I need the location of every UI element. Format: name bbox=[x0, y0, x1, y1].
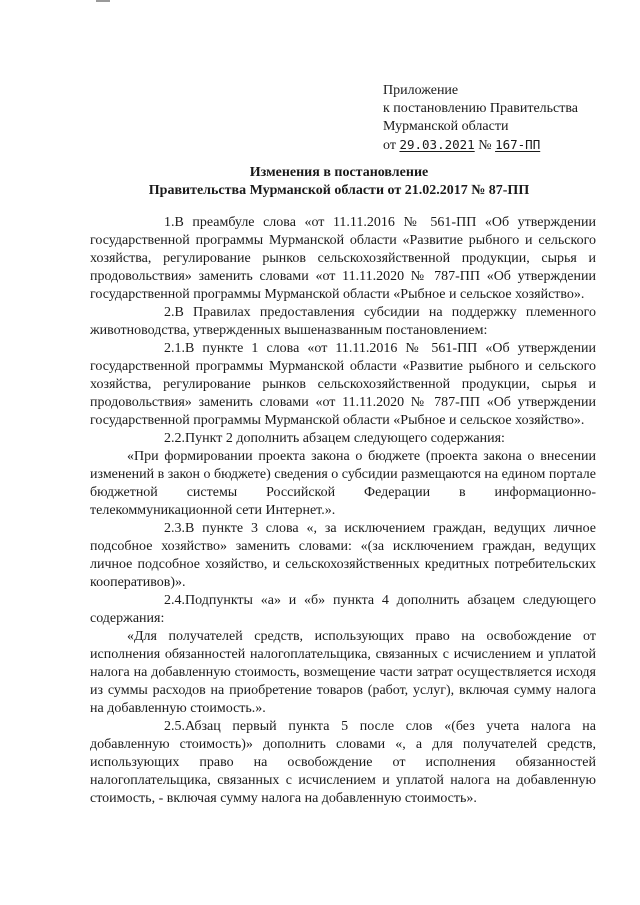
paragraph-2-2 bbox=[90, 430, 596, 448]
paragraph-text: Подпункты «а» и «б» пункта 4 дополнить абзацем следующего содержания: bbox=[90, 593, 596, 626]
document-body bbox=[90, 214, 596, 808]
number-sign: № bbox=[478, 138, 492, 153]
paragraph-number: 1. bbox=[164, 215, 175, 230]
appendix-line-2: к постановлению Правительства bbox=[383, 101, 579, 116]
paragraph-text: «При формировании проекта закона о бюджете (проекта закона о внесении изменений в закон о бюджете) сведения о субсидии размещаются на едином портале бюджетной системы Российской Федерации в информационно-телекоммуникационной сети Интернет.». bbox=[90, 449, 596, 518]
title-line-1: Изменения в постановление bbox=[249, 165, 429, 180]
document-title bbox=[90, 164, 588, 200]
paragraph-number: 2.3. bbox=[164, 521, 185, 536]
paragraph-1 bbox=[90, 214, 596, 304]
paragraph-2 bbox=[90, 304, 596, 340]
paragraph-2-5 bbox=[90, 718, 596, 808]
scan-mark bbox=[96, 0, 110, 2]
paragraph-number: 2.5. bbox=[164, 719, 185, 734]
quote-2-2 bbox=[90, 448, 596, 520]
paragraph-text: «Для получателей средств, использующих право на освобождение от исполнения обязанностей налогоплательщика, связанных с исчислением и уплатой налога на добавленную стоимость, возмещение части затрат осуществляется исходя из суммы расходов на приобретение товаров (работ, услуг), включая сумму налога на добавленную стоимость.». bbox=[90, 629, 596, 716]
paragraph-2-4 bbox=[90, 592, 596, 628]
paragraph-text: В пункте 3 слова «, за исключением граждан, ведущих личное подсобное хозяйство» заменить словами: «(за исключением граждан, ведущих личное подсобное хозяйство, и сельскохозяйственных кредитных потребительских кооперативов)». bbox=[90, 521, 596, 590]
paragraph-2-1 bbox=[90, 340, 596, 430]
paragraph-number: 2. bbox=[164, 305, 175, 320]
paragraph-text: Пункт 2 дополнить абзацем следующего содержания: bbox=[185, 431, 505, 446]
paragraph-text: В преамбуле слова «от 11.11.2016 № 561-ПП «Об утверждении государственной программы Мурманской области «Развитие рыбного и сельского хозяйства, регулирование рынков сельскохозяйственной продукции, сырья и продовольствия» заменить словами «от 11.11.2020 № 787-ПП «Об утверждении государственной программы Мурманской области «Рыбное и сельское хозяйство». bbox=[90, 215, 596, 302]
paragraph-number: 2.4. bbox=[164, 593, 185, 608]
paragraph-text: В Правилах предоставления субсидии на поддержку племенного животноводства, утвержденных вышеназванным постановлением: bbox=[90, 305, 596, 338]
paragraph-number: 2.2. bbox=[164, 431, 185, 446]
appendix-line-3: Мурманской области bbox=[383, 119, 509, 134]
document-number: 167-ПП bbox=[495, 137, 541, 152]
appendix-block bbox=[383, 82, 633, 155]
paragraph-2-3 bbox=[90, 520, 596, 592]
appendix-date-line bbox=[383, 136, 633, 155]
date-prefix: от bbox=[383, 138, 396, 153]
paragraph-text: Абзац первый пункта 5 после слов «(без учета налога на добавленную стоимость)» дополнить словами «, а для получателей средств, использующих право на освобождение от исполнения обязанностей налогоплательщика, связанных с исчислением и уплатой налога на добавленную стоимость, - включая сумму налога на добавленную стоимость». bbox=[90, 719, 596, 806]
paragraph-number: 2.1. bbox=[164, 341, 185, 356]
quote-2-4 bbox=[90, 628, 596, 718]
document-date: 29.03.2021 bbox=[399, 137, 475, 152]
title-line-2: Правительства Мурманской области от 21.02.2017 № 87-ПП bbox=[148, 183, 530, 198]
appendix-line-1: Приложение bbox=[383, 83, 459, 98]
paragraph-text: В пункте 1 слова «от 11.11.2016 № 561-ПП «Об утверждении государственной программы Мурманской области «Развитие рыбного и сельского хозяйства, регулирование рынков сельскохозяйственной продукции, сырья и продовольствия» заменить словами «от 11.11.2020 № 787-ПП «Об утверждении государственной программы Мурманской области «Рыбное и сельское хозяйство». bbox=[90, 341, 596, 428]
